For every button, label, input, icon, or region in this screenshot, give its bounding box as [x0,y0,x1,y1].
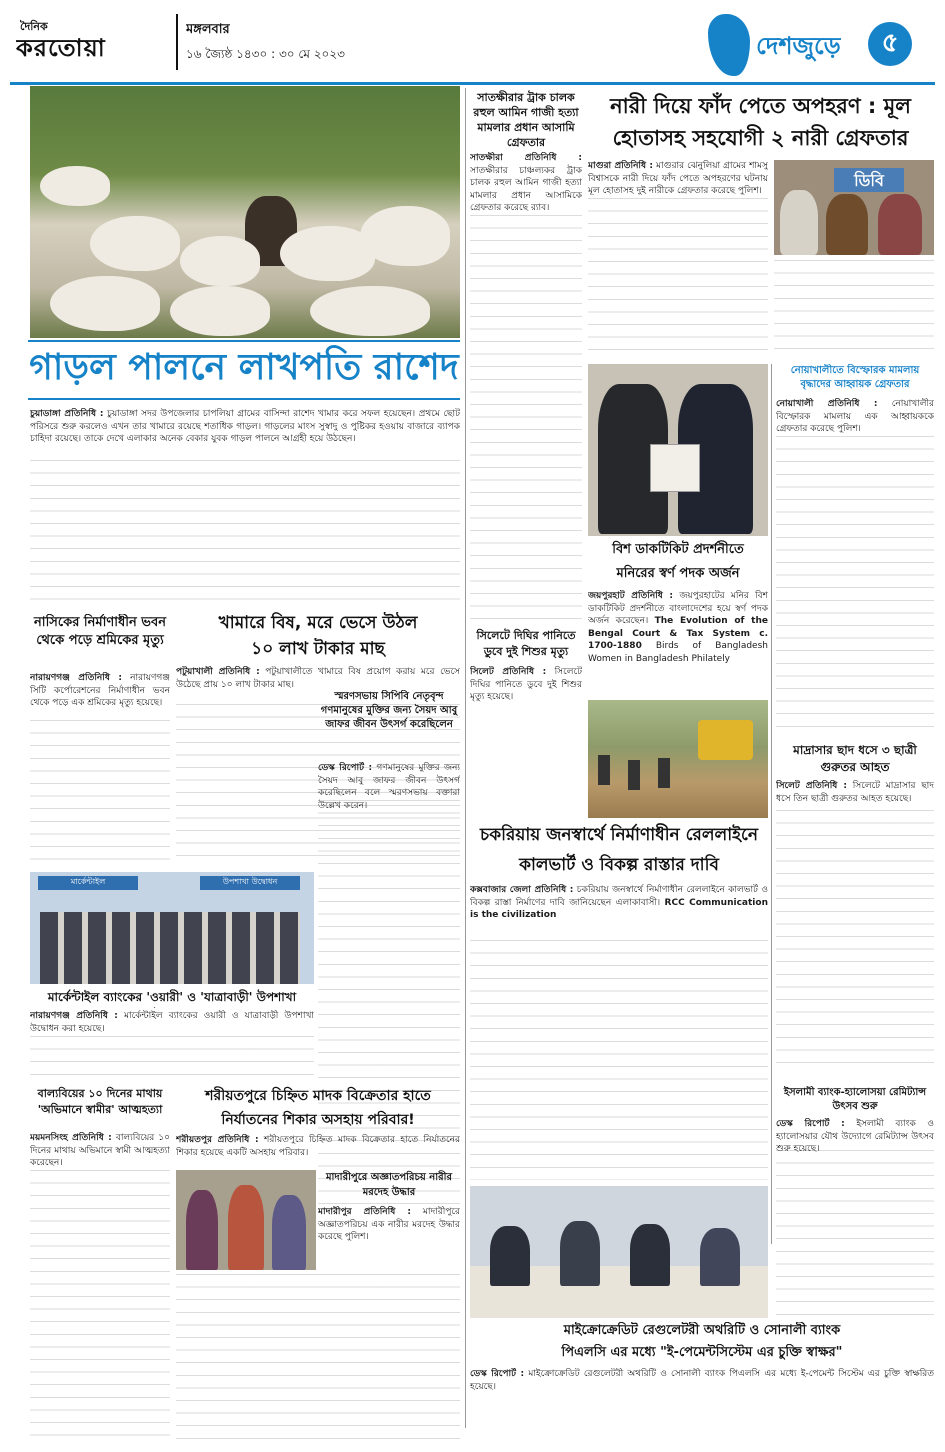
issue-day: মঙ্গলবার [186,22,230,37]
mercantile-text: মার্কেন্টাইল ব্যাংকের ওয়ারী ও যাত্রাবাড়ী উপশাখা উদ্বোধন করা হয়েছে। [30,1011,314,1034]
mra-headline-1: মাইক্রোক্রেডিট রেগুলেটরী অথরিটি ও সোনালী ব্যাংক [563,1323,841,1338]
arrested-women-photo [774,160,934,255]
logo-small-text: দৈনিক [20,20,48,33]
fish-headline-1: খামারে বিষ, মরে ভেসে উঠল [218,613,418,633]
truck-byline: সাতক্ষীরা প্রতিনিধি : [470,153,582,163]
chakaria-text: চকরিয়ায় জনস্বার্থে নির্মাণাধীন রেললাইনে কালভার্ট ও বিকল্প রাস্তা নির্মাণের দাবি জানিয়েছেন এলাকাবাসী। [470,885,768,908]
newspaper-logo: করতোয়া [16,34,106,62]
chakaria-headline-1: চকরিয়ায় জনস্বার্থে নির্মাণাধীন রেললাইনে [480,825,758,845]
truck-text: সাতক্ষীরার চাঞ্চল্যকর ট্রাক চালক রহুল আমিন গাজী হত্যা মামলার প্রধান আসামিকে গ্রেফতার করেছে র‍্যাব। [470,165,582,214]
stamp-headline-1: বিশ ডাকটিকিট প্রদর্শনীতে [612,542,744,557]
mercantile-byline: নারায়ণগঞ্জ প্রতিনিধি : [30,1011,118,1021]
mra-signing-photo [470,1186,768,1318]
sylhet-headline: সিলেটে দিঘির পানিতে ডুবে দুই শিশুর মৃত্যু [476,629,576,658]
mujib-text: গণমানুষের মুক্তির জন্য সৈয়দ আবু জাফর জীবন উৎসর্গ করেছিলেন বলে স্মরণসভায় বক্তারা উল্লেখ করেন। [318,763,460,811]
madaripur-headline: মাদারীপুরে অজ্ঞাতপরিচয় নারীর মরদেহ উদ্ধার [325,1172,453,1198]
shariatpur-headline-1: শরীয়তপুরে চিহ্নিত মাদক বিক্রেতার হাতে [205,1088,431,1104]
stamp-award-photo [588,364,768,536]
madrasa-text: সিলেটে মাদ্রাসার ছাদ ধসে তিন ছাত্রী গুরুতর আহত হয়েছে। [776,781,934,804]
nasik-byline: নারায়ণগঞ্জ প্রতিনিধি : [30,673,122,683]
banner-left: মার্কেন্টাইল [38,876,138,890]
truck-text-lines [470,215,582,620]
women-byline: মাগুরা প্রতিনিধি : [588,161,653,171]
rail-construction-photo [588,700,768,818]
issue-date: ১৬ জ্যৈষ্ঠ ১৪৩০ : ৩০ মে ২০২৩ [186,47,345,61]
mujib-byline: ডেস্ক রিপোর্ট : [318,763,373,773]
lead-text-lines [30,460,460,608]
mra-headline-2: পিএলসি এর মধ্যে "ই-পেমেন্টসিস্টেম এর চুক্তি স্বাক্ষর" [561,1345,843,1360]
fish-headline-2: ১০ লাখ টাকার মাছ [251,639,385,659]
chakaria-byline: কক্সবাজার জেলা প্রতিনিধি : [470,885,574,895]
top-rule [10,82,935,85]
column-rule-right [771,364,772,1244]
masthead-divider [176,14,178,70]
police-sign: ডিবি [834,168,904,192]
nasik-text-lines [30,720,170,870]
sylhet-text: সিলেটে দিঘির পানিতে ডুবে দুই শিশুর মৃত্যু হয়েছে। [470,667,582,703]
chakaria-keyword-communication: Communication is the civilization [470,897,768,921]
stamp-byline: জয়পুরহাট প্রতিনিধি : [588,591,674,601]
abhiman-text-lines [30,1170,170,1440]
fish-byline: পটুয়াখালী প্রতিনিধি : [176,667,260,677]
islami-text-lines [776,1150,934,1318]
mra-text: মাইক্রোক্রেডিট রেগুলেটরী অথরিটি ও সোনালী ব্যাংক পিএলসি এর মধ্যে ই-পেমেন্ট সিস্টেম এর চুক্তি স্বাক্ষরিত হয়েছে। [470,1369,934,1392]
stamp-exhibit-title-3: Women in Bangladesh Philately [588,653,730,664]
stamp-body [588,590,768,698]
mra-body [470,1368,934,1442]
sylhet-byline: সিলেট প্রতিনিধি : [470,667,547,677]
chakaria-headline-2: কালভার্ট ও বিকল্প রাস্তার দাবি [519,855,719,875]
abhiman-text: বাল্যবিয়ের ১০ দিনের মাথায় অভিমানে স্বামী আত্মহত্যা করেছেন। [30,1133,170,1169]
stamp-text: জয়পুরহাটের মনির বিশ ডাকটিকিট প্রদর্শনীতে বাংলাদেশের হয়ে স্বর্ণ পদক অর্জন করেছেন। [588,591,768,627]
noakhali-byline: নোয়াখালী প্রতিনিধি : [776,399,878,409]
lead-text: চুয়াডাঙ্গা সদর উপজেলার চাপলিয়া গ্রামের বাসিন্দা রাশেদ খামার করে সফল হয়েছেন। প্রথমে ছোট পরিসরে শুরু করলেও এখন তার খামারে রয়েছে শতাধিক গাড়ল। গাড়লের মাংস সুস্বাদু ও পুষ্টিকর হওয়ায় বাজারে ব্যাপক চাহিদা রয়েছে। তাকে দেখে এলাকার অনেক বেকার যুবক গাড়ল পালনে আগ্রহী হয়ে উঠছেন। [30,409,460,445]
abhiman-headline: বাল্যবিয়ের ১০ দিনের মাথায় 'অভিমানে স্বামীর' আত্মহত্যা [37,1087,163,1116]
shariatpur-body [176,1134,460,1168]
chakaria-keyword-rcc: RCC [664,897,685,908]
column-rule [465,88,466,1428]
shariatpur-family-photo [176,1170,316,1270]
islami-text: ইসলামী ব্যাংক ও হ্যালোসয়ার যৌথ উদ্যোগে রেমিট্যান্স উৎসব শুরু হয়েছে। [776,1119,934,1155]
noakhali-headline: নোয়াখালীতে বিস্ফোরক মামলায় বৃদ্ধাদের আহ্বায়ক গ্রেফতার [790,365,920,390]
page-number-badge: ৫ [868,22,912,66]
noakhali-text-lines [776,436,934,736]
women-text: মাগুরার ঝেনুলিয়া গ্রামের শামসু বিশ্বাসকে নারী দিয়ে ফাঁদ পেতে অপহরণের ঘটনায় মূল হোতাসহ দুই নারীকে গ্রেফতার করেছে পুলিশ। [588,161,768,197]
stamp-exhibit-title-2: Birds of Bangladesh [655,641,768,652]
section-title: দেশজুড়ে [756,32,841,60]
fish-text: পটুয়াখালীতে খামারে বিষ প্রয়োগ করায় মরে ভেসে উঠেছে প্রায় ১০ লাখ টাকার মাছ। [176,667,460,690]
women-text-lines-2 [774,260,934,360]
stamp-exhibit-title: The Evolution of the Bengal Court & Tax System c. 1700-1880 [588,616,768,652]
stamp-headline-2: মনিরের স্বর্ণ পদক অর্জন [616,566,740,581]
shariatpur-byline: শরীয়তপুর প্রতিনিধি : [176,1135,259,1145]
shariatpur-headline-2: নির্যাতনের শিকার অসহায় পরিবার! [221,1112,415,1128]
madaripur-byline: মাদারীপুর প্রতিনিধি : [318,1207,411,1217]
truck-headline: সাতক্ষীরার ট্রাক চালক রহুল আমিন গাজী হত্যা মামলার প্রধান আসামি গ্রেফতার [473,91,579,149]
shariatpur-text: শরীয়তপুরে চিহ্নিত মাদক বিক্রেতার হাতে নির্যাতনের শিকার হয়েছে একটি অসহায় পরিবার। [176,1135,460,1158]
madaripur-text: মাদারীপুরে অজ্ঞাতপরিচয় এক নারীর মরদেহ উদ্ধার করেছে পুলিশ। [318,1207,460,1243]
mercantile-headline: মার্কেন্টাইল ব্যাংকের 'ওয়ারী' ও 'যাত্রাবাড়ী' উপশাখা [47,990,297,1004]
madrasa-byline: সিলেট প্রতিনিধি : [776,781,847,791]
bangladesh-map-icon [708,14,750,76]
shariatpur-text-lines [176,1274,460,1440]
noakhali-text: নোয়াখালীর বিস্ফোরক মামলায় এক আহ্বায়ককে গ্রেফতার করেছে পুলিশ। [776,399,934,435]
banner-right: উপশাখা উদ্বোধন [200,876,300,890]
lead-headline: গাড়ল পালনে লাখপতি রাশেদ [28,340,460,400]
nasik-text: নারায়ণগঞ্জ সিটি কর্পোরেশনের নির্মাণাধীন ভবন থেকে পড়ে এক শ্রমিকের মৃত্যু হয়েছে। [30,673,170,709]
mercantile-inauguration-photo [30,872,314,984]
mujib-headline: স্মরণসভায় সিপিবি নেতৃবৃন্দ গণমানুষের মুক্তির জন্য সৈয়দ আবু জাফর জীবন উৎসর্গ করেছিলেন [320,691,458,730]
lead-byline: চুয়াডাঙ্গা প্রতিনিধি : [30,409,104,419]
sheep-farm-photo [30,86,460,338]
nasik-headline: নাসিকের নির্মাণাধীন ভবন থেকে পড়ে শ্রমিকের মৃত্যু [34,615,166,648]
women-text-lines [588,198,768,358]
islami-headline: ইসলামী ব্যাংক-হ্যালোসয়া রেমিট্যান্স উৎসব শুরু [783,1087,927,1112]
islami-byline: ডেস্ক রিপোর্ট : [776,1119,845,1129]
women-headline-2: হোতাসহ সহযোগী ২ নারী গ্রেফতার [612,126,909,150]
mra-byline: ডেস্ক রিপোর্ট : [470,1369,525,1379]
sylhet-body [470,666,582,786]
abhiman-byline: ময়মনসিংহ প্রতিনিধি : [30,1133,112,1143]
madrasa-text-lines [776,810,934,1072]
madaripur-body [318,1206,460,1266]
chakaria-text-lines [470,940,768,1180]
madrasa-headline: মাদ্রাসার ছাদ ধসে ৩ ছাত্রী গুরুতর আহত [793,743,917,774]
mercantile-text-lines [30,1036,314,1080]
women-headline-1: নারী দিয়ে ফাঁদ পেতে অপহরণ : মূল [610,94,911,118]
